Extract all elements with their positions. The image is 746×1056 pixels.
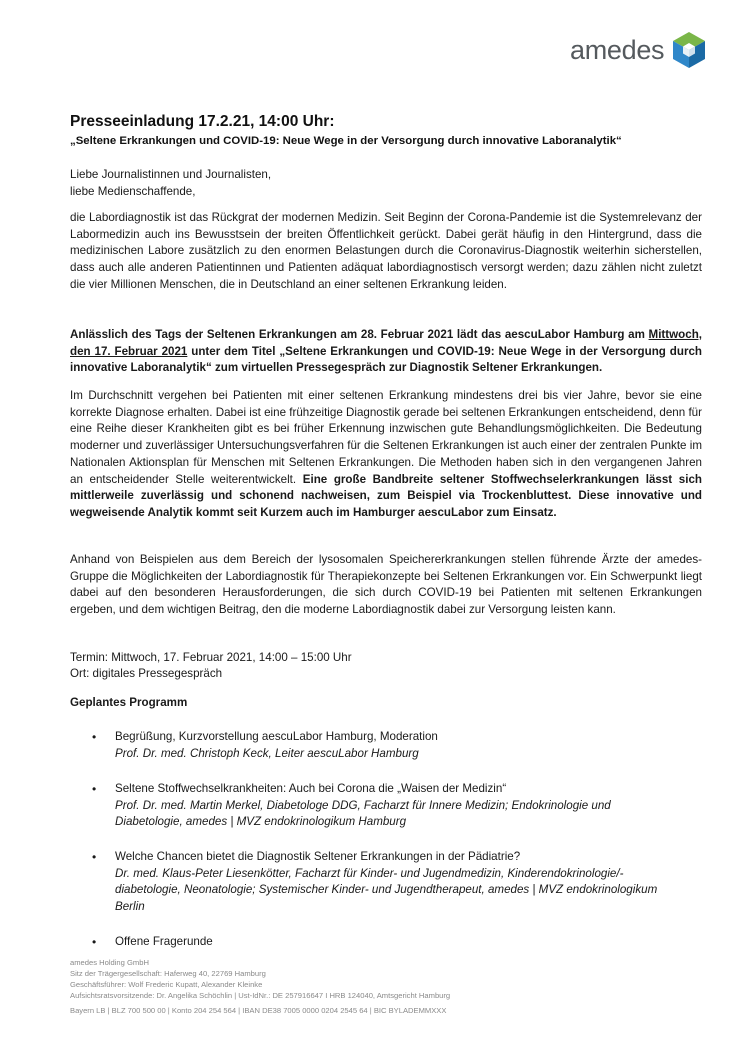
press-invitation-title: Presseeinladung 17.2.21, 14:00 Uhr:: [70, 113, 335, 130]
event-date: Termin: Mittwoch, 17. Februar 2021, 14:00 – 15:00 Uhr: [70, 651, 352, 664]
bullet-icon: •: [92, 730, 97, 744]
program-topic: Begrüßung, Kurzvorstellung aescuLabor Hamburg, Moderation: [115, 730, 438, 743]
footer-management: Geschäftsführer: Wolf Frederic Kupatt, Alexander Kleinke: [70, 979, 263, 989]
press-invitation-subtitle: „Seltene Erkrankungen und COVID-19: Neue Wege in der Versorgung durch innovative Laboranalytik“: [70, 135, 622, 147]
list-item: [115, 849, 705, 916]
diagnostics-paragraph: [70, 388, 702, 522]
footer-bank: Bayern LB | BLZ 700 500 00 | Konto 204 254 564 | IBAN DE38 7005 0000 0204 2545 64 | BIC BYLADEMMXXX: [70, 1005, 447, 1015]
diagnostics-bold-text: Eine große Bandbreite seltener Stoffwechselerkrankungen lässt sich mittlerweile zuverlässig und schonend nachweisen, zum Beispiel via Trockenbluttest. Diese innovative und wegweisende Analytik kommt seit Kurzem auch im Hamburger aescuLabor zum Einsatz.: [70, 472, 702, 519]
announcement-text-1: Anlässlich des Tags der Seltenen Erkrankungen am 28. Februar 2021 lädt das aescuLabor Hamburg am: [70, 328, 649, 341]
logo-wordmark: amedes: [570, 34, 665, 65]
program-speaker: Prof. Dr. med. Martin Merkel, Diabetologe DDG, Facharzt für Innere Medizin; Endokrinologie und Diabetologie, amedes | MVZ endokrinologikum Hamburg: [115, 798, 611, 829]
cube-logo-icon: [672, 31, 706, 69]
intro-paragraph: die Labordiagnostik ist das Rückgrat der modernen Medizin. Seit Beginn der Corona-Pandemie ist die Systemrelevanz der Labormedizin auch ins Bewusstsein der breiten Öffentlichkeit gerückt. Dabei gerät häufig in den Hintergrund, dass die medizinischen Labore zusätzlich zu den enormen Belastungen durch die Coronavirus-Diagnostik weiterhin sicherstellen, dass auch alle anderen Patientinnen und Patienten adäquat labordiagnostisch versorgt werden; dazu zählen nicht zuletzt die vier Millionen Menschen, die in Deutschland an einer seltenen Erkrankung leiden.: [70, 211, 702, 291]
program-topic: Welche Chancen bietet die Diagnostik Seltener Erkrankungen in der Pädiatrie?: [115, 850, 521, 863]
footer-address: Sitz der Trägergesellschaft: Haferweg 40, 22769 Hamburg: [70, 968, 266, 978]
bullet-icon: •: [92, 850, 97, 864]
announcement-date: Mittwoch, den 17. Februar 2021: [70, 328, 702, 358]
bullet-icon: •: [92, 782, 97, 796]
list-item: [115, 934, 705, 951]
list-item: [115, 781, 705, 831]
footer-company: amedes Holding GmbH: [70, 958, 149, 967]
amedes-logo: [570, 31, 706, 69]
greeting-line-2: liebe Medienschaffende,: [70, 185, 196, 198]
program-speaker: Prof. Dr. med. Christoph Keck, Leiter aescuLabor Hamburg: [115, 746, 419, 760]
bullet-icon: •: [92, 935, 97, 949]
announcement-paragraph: [70, 327, 702, 377]
program-title: Geplantes Programm: [70, 696, 188, 709]
diagnostics-text: Im Durchschnitt vergehen bei Patienten mit einer seltenen Erkrankung mindestens drei bis vier Jahre, bevor sie eine korrekte Diagnose erhalten. Dabei ist eine frühzeitige Diagnostik gerade bei seltenen Erkrankungen entscheidend, denn für eine Reihe dieser Krankheiten gibt es bei früher Erkennung inzwischen gute Behandlungsmöglichkeiten. Die Bedeutung moderner und zuverlässiger Untersuchungsverfahren für die Seltenen Erkrankungen ist auch einer der zentralen Punkte im Nationalen Aktionsplan für Menschen mit Seltenen Erkrankungen. Die Methoden haben sich in den vergangenen Jahren an entscheidender Stelle weiterentwickelt.: [70, 389, 702, 486]
announcement-text-2: unter dem Titel „Seltene Erkrankungen und COVID-19: Neue Wege in der Versorgung durch innovative Laboranalytik“ zum virtuellen Pressegespräch zur Diagnostik Seltener Erkrankungen.: [70, 344, 702, 375]
program-speaker: Dr. med. Klaus-Peter Liesenkötter, Facharzt für Kinder- und Jugendmedizin, Kinderendokrinologie/-diabetologie, Neonatologie; Systemischer Kinder- und Jugendtherapeut, amedes | MVZ endokrinologikum Berlin: [115, 866, 658, 914]
company-footer: [70, 958, 450, 1017]
event-location: Ort: digitales Pressegespräch: [70, 667, 223, 680]
footer-board: Aufsichtsratsvorsitzende: Dr. Angelika Schöchlin | Ust-IdNr.: DE 257916647 I HRB 124040, Amtsgericht Hamburg: [70, 990, 451, 1000]
program-topic: Offene Fragerunde: [115, 935, 213, 948]
greeting-line-1: Liebe Journalistinnen und Journalisten,: [70, 168, 272, 181]
list-item: [115, 729, 705, 762]
program-topic: Seltene Stoffwechselkrankheiten: Auch bei Corona die „Waisen der Medizin“: [115, 782, 507, 795]
program-intro-paragraph: Anhand von Beispielen aus dem Bereich der lysosomalen Speichererkrankungen stellen führende Ärzte der amedes-Gruppe die Möglichkeiten der Labordiagnostik für Therapiekonzepte bei Seltenen Erkrankungen vor. Ein Schwerpunkt liegt dabei auf den besonderen Herausforderungen, die sich durch COVID-19 bei Patienten mit seltenen Erkrankungen ergeben, und dem wichtigen Beitrag, den die moderne Labordiagnostik dabei zur Versorgung leisten kann.: [70, 553, 702, 617]
